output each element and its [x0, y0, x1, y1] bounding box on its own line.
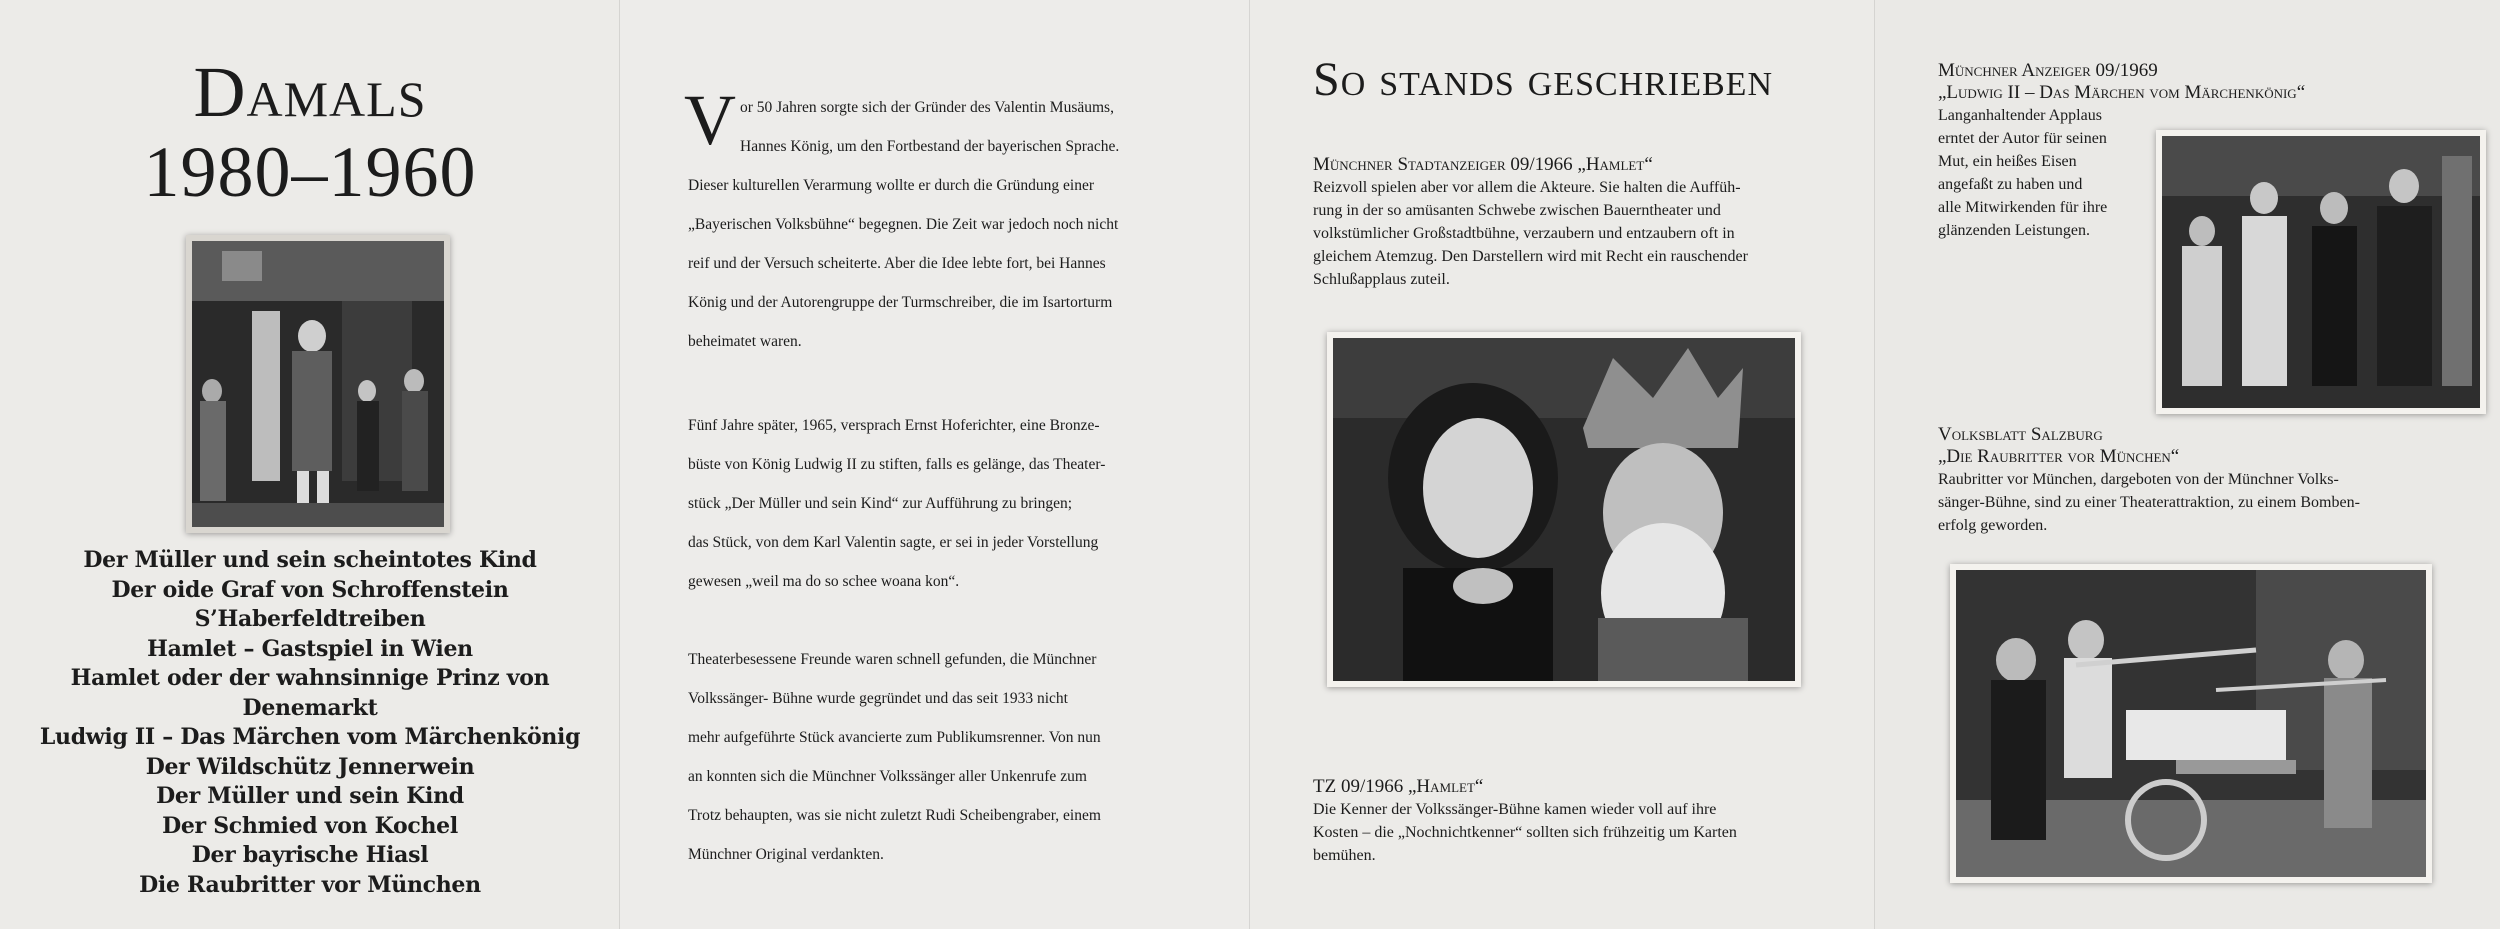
history-paragraph-2 — [688, 406, 1198, 601]
text-line: Hannes König, um den Fortbestand der bayerischen Sprache. — [740, 138, 1120, 155]
review-title: „Ludwig II – Das Märchen vom Märchenkönig“ — [1938, 82, 2306, 103]
text-line: an konnten sich die Münchner Volkssänger aller Unkenrufe zum — [688, 768, 1087, 785]
list-item: Der Schmied von Kochel — [162, 812, 458, 839]
text-line: Mut, ein heißes Eisen — [1938, 153, 2077, 170]
text-line: reif und der Versuch scheiterte. Aber die Idee lebte fort, bei Hannes — [688, 255, 1106, 272]
text-line: Volkssänger- Bühne wurde gegründet und das seit 1933 nicht — [688, 690, 1068, 707]
review-stadtanzeiger — [1313, 154, 1853, 291]
review-title: „Die Raubritter vor München“ — [1938, 446, 2180, 467]
text-line: Münchner Original verdankten. — [688, 846, 884, 863]
review-tz — [1313, 776, 1853, 867]
text-line: erfolg geworden. — [1938, 517, 2048, 534]
text-line: Dieser kulturellen Verarmung wollte er durch die Gründung einer — [688, 177, 1095, 194]
text-line: volkstümlicher Großstadtbühne, verzaubern und entzaubern oft in — [1313, 225, 1735, 242]
text-line: Raubritter vor München, dargeboten von der Münchner Volks- — [1938, 471, 2339, 488]
text-line: bemühen. — [1313, 847, 1376, 864]
list-item: S’Haberfeldtreiben — [194, 606, 426, 632]
text-line: mehr aufgeführte Stück avancierte zum Publikumsrenner. Von nun — [688, 729, 1101, 746]
list-item: Der bayrische Hiasl — [191, 842, 429, 868]
title-line-1: Damals — [193, 52, 427, 132]
history-paragraph-3 — [688, 640, 1198, 874]
text-line: König und der Autorengruppe der Turmschreiber, die im Isartorturm — [688, 294, 1113, 311]
list-item: Der Müller und sein scheintotes Kind — [83, 547, 537, 573]
list-item: Hamlet – Gastspiel in Wien — [147, 635, 473, 662]
text-line: „Bayerischen Volksbühne“ begegnen. Die Zeit war jedoch noch nicht — [688, 216, 1119, 233]
review-volksblatt — [1938, 424, 2498, 537]
stage-photo — [186, 235, 450, 533]
text-line: alle Mitwirkenden für ihre — [1938, 199, 2108, 216]
review-source: Münchner Anzeiger 09/1969 — [1938, 60, 2158, 81]
text-line: sänger-Bühne, sind zu einer Theaterattraktion, zu einem Bomben- — [1938, 494, 2360, 511]
text-line: Schlußapplaus zuteil. — [1313, 271, 1450, 288]
drop-cap: V — [684, 80, 736, 160]
text-line: Reizvoll spielen aber vor allem die Akteure. Sie halten die Auffüh- — [1313, 179, 1741, 196]
text-line: Fünf Jahre später, 1965, versprach Ernst Hoferichter, eine Bronze- — [688, 417, 1100, 434]
stage-scene-image — [192, 241, 444, 527]
list-item: Die Raubritter vor München — [139, 871, 481, 898]
review-source: Münchner Stadtanzeiger 09/1966 „Hamlet“ — [1313, 154, 1653, 175]
text-line: beheimatet waren. — [688, 333, 802, 350]
page-left-damals — [0, 0, 620, 929]
list-item: Der oide Graf von Schroffenstein — [111, 576, 509, 603]
list-item: Der Wildschütz Jennerwein — [145, 753, 475, 780]
text-line: stück „Der Müller und sein Kind“ zur Aufführung zu bringen; — [688, 495, 1073, 512]
title-line-2: 1980–1960 — [143, 132, 477, 212]
play-list — [0, 546, 620, 900]
review-source: Volksblatt Salzburg — [1938, 424, 2103, 445]
text-line: büste von König Ludwig II zu stiften, falls es gelänge, das Theater- — [688, 456, 1106, 473]
list-item: Der Müller und sein Kind — [156, 783, 464, 809]
hamlet-actors-image — [1333, 338, 1795, 681]
text-line: or 50 Jahren sorgte sich der Gründer des Valentin Musäums, — [740, 99, 1114, 116]
review-source: TZ 09/1966 „Hamlet“ — [1313, 776, 1484, 797]
text-line: erntet der Autor für seinen — [1938, 130, 2107, 147]
text-line: glänzenden Leistungen. — [1938, 222, 2090, 239]
page-title — [0, 52, 620, 212]
text-line: das Stück, von dem Karl Valentin sagte, er sei in jeder Vorstellung — [688, 534, 1099, 551]
reviews-heading: So stands geschrieben — [1313, 53, 1774, 106]
text-line: Trotz behaupten, was sie nicht zuletzt Rudi Scheibengraber, einem — [688, 807, 1101, 824]
text-line: angefaßt zu haben und — [1938, 176, 2083, 193]
raubritter-actors-image — [1956, 570, 2426, 877]
text-line: Kosten – die „Nochnichtkenner“ sollten sich frühzeitig um Karten — [1313, 824, 1737, 841]
text-line: gewesen „weil ma do so schee woana kon“. — [688, 573, 960, 590]
text-line: Langanhaltender Applaus — [1938, 107, 2102, 124]
hamlet-photo — [1327, 332, 1801, 687]
list-item: Hamlet oder der wahnsinnige Prinz von Denemarkt — [70, 665, 550, 721]
ludwig-photo — [2156, 130, 2486, 414]
raubritter-photo — [1950, 564, 2432, 883]
list-item: Ludwig II – Das Märchen vom Märchenkönig — [39, 724, 581, 750]
history-paragraph-1 — [684, 80, 1198, 361]
text-line: gleichem Atemzug. Den Darstellern wird mit Recht ein rauschender — [1313, 248, 1748, 265]
ludwig-actors-image — [2162, 136, 2480, 408]
text-line: Theaterbesessene Freunde waren schnell gefunden, die Münchner — [688, 651, 1097, 668]
text-line: Die Kenner der Volkssänger-Bühne kamen wieder voll auf ihre — [1313, 801, 1717, 818]
text-line: rung in der so amüsanten Schwebe zwischen Bauerntheater und — [1313, 202, 1721, 219]
